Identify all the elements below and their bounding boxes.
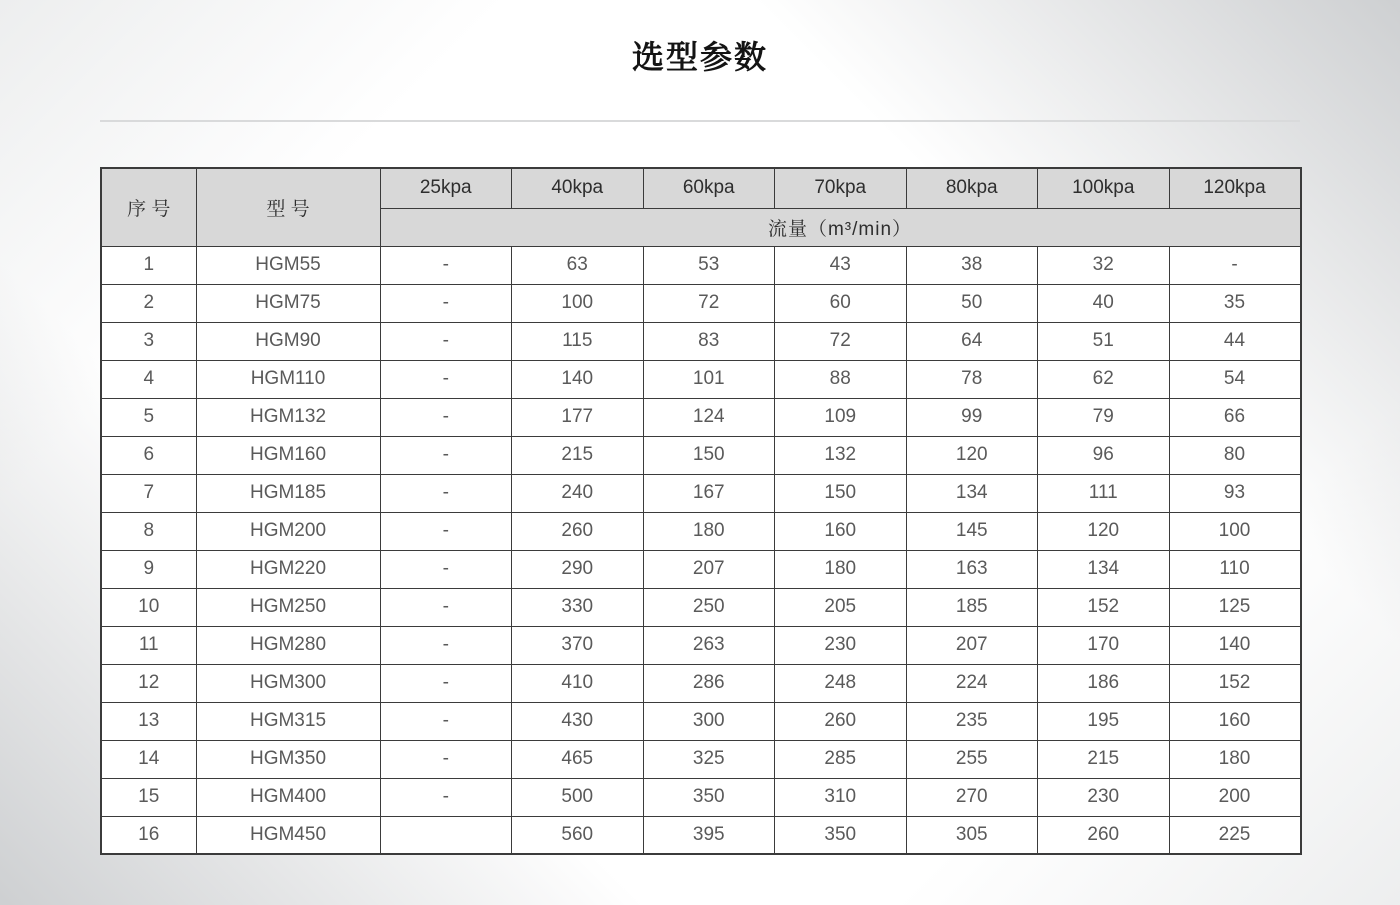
flow-value: 99 <box>906 398 1038 436</box>
table-row <box>101 664 1301 702</box>
model-column-header: 型 号 <box>196 168 380 246</box>
flow-value: - <box>1169 246 1301 284</box>
model-name: HGM400 <box>196 778 380 816</box>
flow-value: 80 <box>1169 436 1301 474</box>
flow-value: 330 <box>512 588 644 626</box>
flow-value: 310 <box>775 778 907 816</box>
flow-value: 101 <box>643 360 775 398</box>
flow-value: 100 <box>512 284 644 322</box>
flow-value: 132 <box>775 436 907 474</box>
flow-value: 285 <box>775 740 907 778</box>
table-header <box>101 168 1301 246</box>
flow-value: 152 <box>1038 588 1170 626</box>
flow-value: - <box>380 512 512 550</box>
flow-value: 38 <box>906 246 1038 284</box>
flow-value: 124 <box>643 398 775 436</box>
flow-value: - <box>380 626 512 664</box>
model-name: HGM55 <box>196 246 380 284</box>
flow-value: 225 <box>1169 816 1301 854</box>
flow-value: 270 <box>906 778 1038 816</box>
row-index: 10 <box>101 588 196 626</box>
flow-value: 35 <box>1169 284 1301 322</box>
index-column-header: 序 号 <box>101 168 196 246</box>
flow-value: 180 <box>775 550 907 588</box>
model-name: HGM110 <box>196 360 380 398</box>
flow-value: 83 <box>643 322 775 360</box>
flow-value: 224 <box>906 664 1038 702</box>
flow-value: 260 <box>512 512 644 550</box>
model-name: HGM315 <box>196 702 380 740</box>
flow-value: 230 <box>775 626 907 664</box>
row-index: 1 <box>101 246 196 284</box>
row-index: 6 <box>101 436 196 474</box>
flow-value: 111 <box>1038 474 1170 512</box>
flow-value: 115 <box>512 322 644 360</box>
flow-value: 286 <box>643 664 775 702</box>
model-name: HGM250 <box>196 588 380 626</box>
model-name: HGM280 <box>196 626 380 664</box>
flow-value: 235 <box>906 702 1038 740</box>
table-row <box>101 512 1301 550</box>
page-title: 选型参数 <box>631 39 768 75</box>
flow-value: 260 <box>1038 816 1170 854</box>
flow-unit-header: 流量（m³/min） <box>380 208 1301 246</box>
flow-value: 560 <box>512 816 644 854</box>
flow-value: - <box>380 474 512 512</box>
table-row <box>101 626 1301 664</box>
table-row <box>101 284 1301 322</box>
flow-value: 350 <box>643 778 775 816</box>
row-index: 14 <box>101 740 196 778</box>
flow-value: 79 <box>1038 398 1170 436</box>
row-index: 2 <box>101 284 196 322</box>
row-index: 8 <box>101 512 196 550</box>
table-row <box>101 702 1301 740</box>
flow-value: 110 <box>1169 550 1301 588</box>
flow-value: 215 <box>512 436 644 474</box>
flow-value: 150 <box>775 474 907 512</box>
flow-value: 500 <box>512 778 644 816</box>
table-row <box>101 740 1301 778</box>
flow-value: - <box>380 436 512 474</box>
flow-value: 54 <box>1169 360 1301 398</box>
pressure-header-40kpa: 40kpa <box>512 168 644 208</box>
flow-value: 248 <box>775 664 907 702</box>
flow-value: 207 <box>643 550 775 588</box>
flow-value: 263 <box>643 626 775 664</box>
pressure-header-120kpa: 120kpa <box>1169 168 1301 208</box>
row-index: 15 <box>101 778 196 816</box>
flow-value: 64 <box>906 322 1038 360</box>
model-name: HGM90 <box>196 322 380 360</box>
flow-value: 205 <box>775 588 907 626</box>
model-name: HGM75 <box>196 284 380 322</box>
flow-value: 72 <box>775 322 907 360</box>
flow-value: 109 <box>775 398 907 436</box>
flow-value: 305 <box>906 816 1038 854</box>
flow-value: 240 <box>512 474 644 512</box>
flow-value: 177 <box>512 398 644 436</box>
row-index: 3 <box>101 322 196 360</box>
row-index: 16 <box>101 816 196 854</box>
flow-value: 207 <box>906 626 1038 664</box>
flow-value <box>380 816 512 854</box>
flow-value: 430 <box>512 702 644 740</box>
flow-value: 230 <box>1038 778 1170 816</box>
flow-value: 215 <box>1038 740 1170 778</box>
flow-value: - <box>380 550 512 588</box>
pressure-header-25kpa: 25kpa <box>380 168 512 208</box>
pressure-header-70kpa: 70kpa <box>775 168 907 208</box>
model-name: HGM350 <box>196 740 380 778</box>
flow-value: 63 <box>512 246 644 284</box>
row-index: 5 <box>101 398 196 436</box>
flow-value: 260 <box>775 702 907 740</box>
flow-value: 180 <box>643 512 775 550</box>
model-name: HGM300 <box>196 664 380 702</box>
flow-value: 170 <box>1038 626 1170 664</box>
model-name: HGM450 <box>196 816 380 854</box>
flow-value: 88 <box>775 360 907 398</box>
flow-value: 100 <box>1169 512 1301 550</box>
model-name: HGM132 <box>196 398 380 436</box>
flow-value: 60 <box>775 284 907 322</box>
flow-value: 250 <box>643 588 775 626</box>
flow-value: 255 <box>906 740 1038 778</box>
table-row <box>101 778 1301 816</box>
flow-value: - <box>380 284 512 322</box>
flow-value: 40 <box>1038 284 1170 322</box>
flow-value: 410 <box>512 664 644 702</box>
table-row <box>101 816 1301 854</box>
flow-value: 43 <box>775 246 907 284</box>
flow-value: - <box>380 664 512 702</box>
flow-value: 160 <box>775 512 907 550</box>
pressure-header-80kpa: 80kpa <box>906 168 1038 208</box>
flow-value: 50 <box>906 284 1038 322</box>
flow-value: 125 <box>1169 588 1301 626</box>
title-divider <box>100 120 1300 122</box>
flow-value: 32 <box>1038 246 1170 284</box>
flow-value: 140 <box>512 360 644 398</box>
selection-parameters-table <box>100 167 1302 855</box>
flow-value: 167 <box>643 474 775 512</box>
flow-value: 134 <box>1038 550 1170 588</box>
flow-value: 51 <box>1038 322 1170 360</box>
row-index: 11 <box>101 626 196 664</box>
flow-value: 134 <box>906 474 1038 512</box>
flow-value: 152 <box>1169 664 1301 702</box>
flow-value: 395 <box>643 816 775 854</box>
model-name: HGM185 <box>196 474 380 512</box>
row-index: 12 <box>101 664 196 702</box>
flow-value: 66 <box>1169 398 1301 436</box>
model-name: HGM200 <box>196 512 380 550</box>
row-index: 4 <box>101 360 196 398</box>
flow-value: 120 <box>906 436 1038 474</box>
flow-value: 62 <box>1038 360 1170 398</box>
flow-value: - <box>380 588 512 626</box>
flow-value: 180 <box>1169 740 1301 778</box>
flow-value: 150 <box>643 436 775 474</box>
flow-value: - <box>380 360 512 398</box>
pressure-header-row <box>101 168 1301 208</box>
table-row <box>101 588 1301 626</box>
model-name: HGM220 <box>196 550 380 588</box>
flow-value: 185 <box>906 588 1038 626</box>
row-index: 7 <box>101 474 196 512</box>
flow-value: 72 <box>643 284 775 322</box>
flow-value: 140 <box>1169 626 1301 664</box>
flow-value: 300 <box>643 702 775 740</box>
flow-value: - <box>380 246 512 284</box>
table-body <box>101 246 1301 854</box>
flow-value: 195 <box>1038 702 1170 740</box>
flow-value: 53 <box>643 246 775 284</box>
row-index: 9 <box>101 550 196 588</box>
pressure-header-100kpa: 100kpa <box>1038 168 1170 208</box>
flow-value: - <box>380 702 512 740</box>
flow-value: 93 <box>1169 474 1301 512</box>
flow-value: 200 <box>1169 778 1301 816</box>
table-row <box>101 398 1301 436</box>
table-row <box>101 322 1301 360</box>
table-row <box>101 246 1301 284</box>
flow-value: 465 <box>512 740 644 778</box>
flow-value: 120 <box>1038 512 1170 550</box>
pressure-header-60kpa: 60kpa <box>643 168 775 208</box>
flow-value: 44 <box>1169 322 1301 360</box>
flow-value: 186 <box>1038 664 1170 702</box>
table-row <box>101 550 1301 588</box>
flow-value: - <box>380 322 512 360</box>
table-row <box>101 360 1301 398</box>
row-index: 13 <box>101 702 196 740</box>
model-name: HGM160 <box>196 436 380 474</box>
table-row <box>101 436 1301 474</box>
flow-value: - <box>380 398 512 436</box>
flow-value: 160 <box>1169 702 1301 740</box>
table-row <box>101 474 1301 512</box>
flow-value: 325 <box>643 740 775 778</box>
flow-value: 96 <box>1038 436 1170 474</box>
flow-value: 163 <box>906 550 1038 588</box>
flow-value: 290 <box>512 550 644 588</box>
flow-value: - <box>380 740 512 778</box>
flow-value: 78 <box>906 360 1038 398</box>
flow-value: 370 <box>512 626 644 664</box>
flow-value: - <box>380 778 512 816</box>
flow-value: 350 <box>775 816 907 854</box>
flow-value: 145 <box>906 512 1038 550</box>
